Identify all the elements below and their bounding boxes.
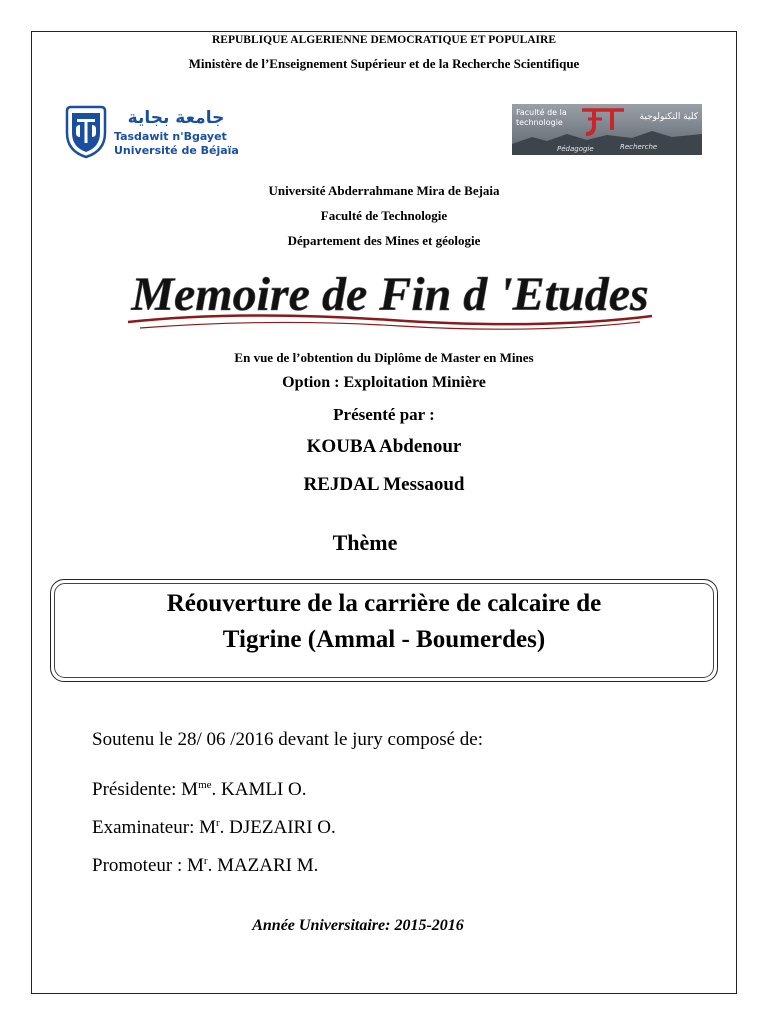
university-name: Université Abderrahmane Mira de Bejaia <box>268 183 500 198</box>
jury-supervisor <box>92 855 318 877</box>
faculty-technology-logo <box>512 104 702 155</box>
jury-name: . KAMLI O. <box>211 779 307 800</box>
theme-title-line2: Tigrine (Ammal - Boumerdes) <box>222 626 546 653</box>
jury-title-sup: me <box>198 779 212 791</box>
jury-role: Présidente: M <box>92 779 199 800</box>
logo-right-line2: technologie <box>516 118 563 127</box>
page-border <box>31 31 737 994</box>
presented-by-label: Présenté par : <box>333 405 435 424</box>
jury-title-sup: r <box>216 817 220 829</box>
logo-right-bottom-right: Recherche <box>620 143 658 151</box>
ministry-heading: Ministère de l’Enseignement Supérieur et de la Recherche Scientifique <box>188 56 580 71</box>
memoire-banner <box>120 262 660 336</box>
author-1: KOUBA Abdenour <box>306 436 462 457</box>
banner-title: Memoire de Fin d 'Etudes <box>131 268 649 321</box>
department-name: Département des Mines et géologie <box>287 233 481 248</box>
logo-right-line1: Faculté de la <box>516 108 567 117</box>
author-2: REJDAL Messaoud <box>303 474 465 495</box>
faculty-name: Faculté de Technologie <box>320 208 448 223</box>
option-line: Option : Exploitation Minière <box>282 374 486 391</box>
degree-purpose: En vue de l’obtention du Diplôme de Master en Mines <box>234 350 534 365</box>
jury-role: Promoteur : M <box>92 855 204 876</box>
jury-name: . MAZARI M. <box>207 855 319 876</box>
jury-examiner <box>92 817 336 839</box>
jury-name: . DJEZAIRI O. <box>219 817 336 838</box>
academic-year: Année Universitaire: 2015-2016 <box>252 917 464 934</box>
logo-left-line1: Tasdawit n'Bgayet <box>114 130 227 143</box>
jury-role: Examinateur: M <box>92 817 216 838</box>
logo-right-bottom-left: Pédagogie <box>557 145 594 153</box>
jury-president <box>92 779 307 801</box>
theme-title-line1: Réouverture de la carrière de calcaire de <box>166 590 602 617</box>
logo-left-line2: Université de Béjaïa <box>114 144 239 157</box>
theme-label: Thème <box>332 530 398 555</box>
university-bejaia-logo <box>64 103 244 159</box>
republic-heading: REPUBLIQUE ALGERIENNE DEMOCRATIQUE ET POPULAIRE <box>212 34 556 46</box>
logo-right-arabic: كلية التكنولوجية <box>639 112 698 122</box>
logo-left-arabic: جامعة بجاية <box>127 108 225 128</box>
defense-line: Soutenu le 28/ 06 /2016 devant le jury composé de: <box>92 729 484 750</box>
university-emblem-icon <box>67 107 105 157</box>
jury-title-sup: r <box>203 855 208 867</box>
